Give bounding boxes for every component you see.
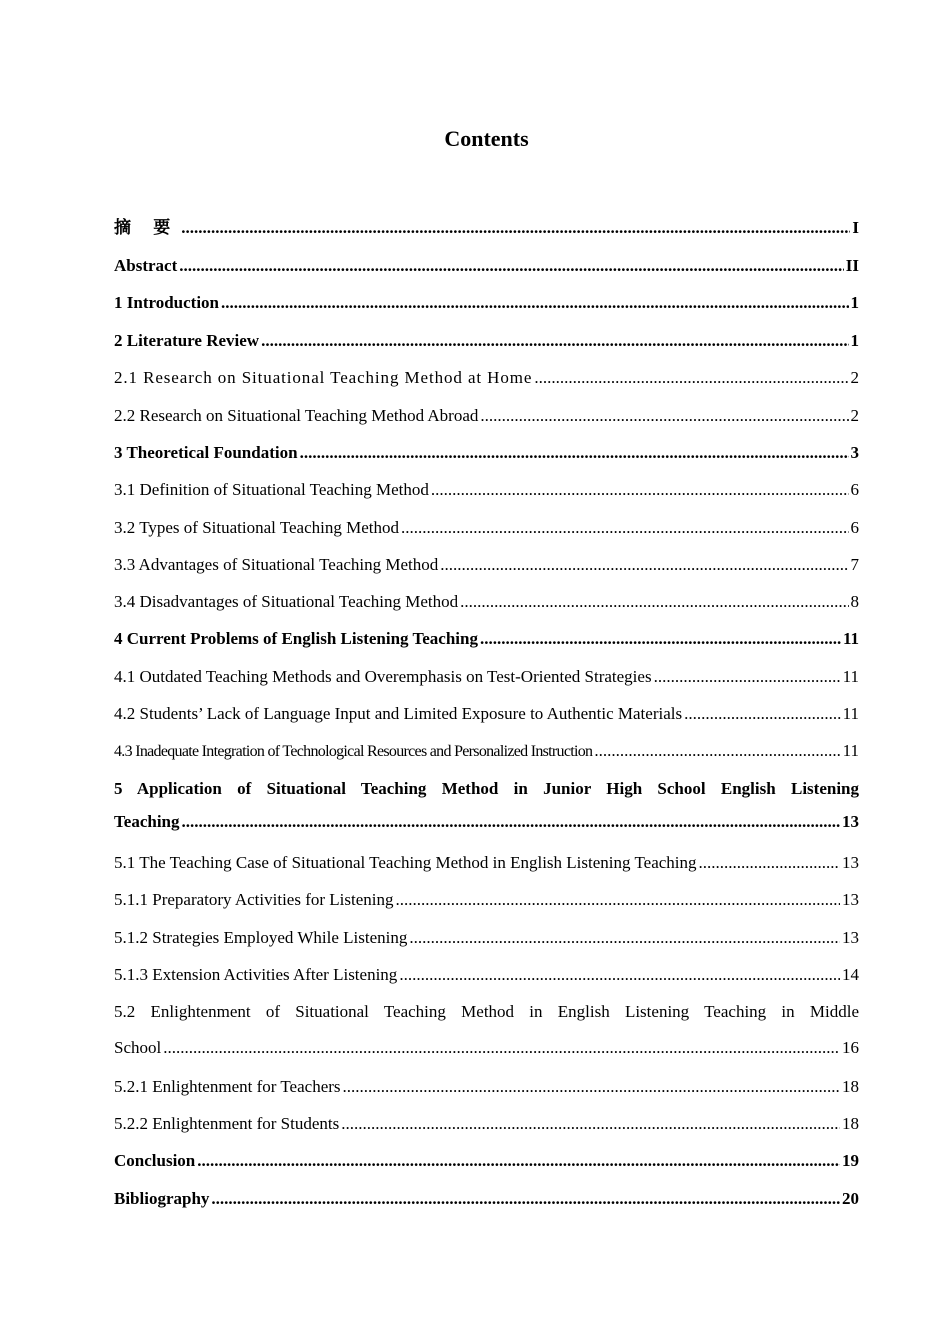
toc-entry-current-problems[interactable] <box>114 627 859 651</box>
toc-entry-application[interactable] <box>114 777 859 834</box>
toc-entry-label: 5.1.3 Extension Activities After Listening <box>114 965 398 984</box>
toc-entry-4-2[interactable] <box>114 702 859 726</box>
dot-leader <box>594 739 840 763</box>
toc-entry-label: 4.2 Students’ Lack of Language Input and Limited Exposure to Authentic Materials <box>114 704 683 723</box>
dot-leader <box>343 1075 840 1099</box>
toc-entry-label: 5.1 The Teaching Case of Situational Teaching Method in English Listening Teaching <box>114 853 697 872</box>
toc-page-number: 1 <box>850 293 859 312</box>
toc-page-number: 6 <box>850 518 859 537</box>
toc-page-number: 13 <box>842 853 859 872</box>
dot-leader <box>211 1187 840 1211</box>
dot-leader <box>534 366 848 390</box>
dot-leader <box>684 702 841 726</box>
toc-entry-label: 2.2 Research on Situational Teaching Method Abroad <box>114 406 479 425</box>
toc-page-number: 6 <box>850 480 859 499</box>
toc-entry-label: 3 Theoretical Foundation <box>114 443 298 462</box>
toc-entry-label: 3.1 Definition of Situational Teaching Method <box>114 480 429 499</box>
toc-page-number: 11 <box>842 629 859 648</box>
toc-entry-literature-review[interactable] <box>114 329 859 353</box>
toc-page-number: 19 <box>842 1151 859 1170</box>
toc-page-number: 8 <box>850 592 859 611</box>
toc-entry-label-line1: 5.2 Enlightenment of Situational Teaching Method in English Listening Teaching in Middle <box>114 1002 859 1021</box>
dot-leader <box>179 254 844 278</box>
dot-leader <box>699 851 840 875</box>
toc-page-number: 11 <box>842 704 859 723</box>
toc-entry-5-1-1[interactable] <box>114 888 859 912</box>
toc-entry-3-1[interactable] <box>114 478 859 502</box>
dot-leader <box>197 1149 840 1173</box>
toc-page-number: II <box>845 256 859 275</box>
toc-page-number: 7 <box>850 555 859 574</box>
toc-page-number: 13 <box>842 812 859 831</box>
toc-entry-label: 摘 要 <box>114 218 180 237</box>
dot-leader <box>401 516 848 540</box>
toc-page-number: 1 <box>850 331 859 350</box>
toc-entry-introduction[interactable] <box>114 291 859 315</box>
toc-entry-label: 3.3 Advantages of Situational Teaching Method <box>114 555 439 574</box>
toc-entry-theoretical-foundation[interactable] <box>114 441 859 465</box>
toc-entry-label: 5.1.2 Strategies Employed While Listening <box>114 928 408 947</box>
toc-page-number: 18 <box>842 1077 859 1096</box>
dot-leader <box>409 926 840 950</box>
toc-page-number: 20 <box>842 1189 859 1208</box>
toc-entry-abstract-cn[interactable] <box>114 216 859 240</box>
toc-entry-3-2[interactable] <box>114 516 859 540</box>
toc-entry-5-2-2[interactable] <box>114 1112 859 1136</box>
dot-leader <box>440 553 848 577</box>
toc-entry-label: Abstract <box>114 256 178 275</box>
document-page <box>114 0 859 1344</box>
dot-leader <box>431 478 849 502</box>
toc-entry-label-line2: Teaching <box>114 812 180 831</box>
toc-page-number: 13 <box>842 928 859 947</box>
toc-entry-2-1[interactable] <box>114 366 859 390</box>
dot-leader <box>654 665 841 689</box>
dot-leader <box>460 590 848 614</box>
toc-entry-4-1[interactable] <box>114 665 859 689</box>
toc-entry-label: 1 Introduction <box>114 293 220 312</box>
toc-entry-2-2[interactable] <box>114 404 859 428</box>
toc-entry-5-2[interactable] <box>114 1000 859 1060</box>
toc-page-number: 18 <box>842 1114 859 1133</box>
dot-leader <box>221 291 848 315</box>
toc-page-number: 3 <box>850 443 859 462</box>
toc-entry-label-line1: 5 Application of Situational Teaching Method in Junior High School English Listening <box>114 779 859 798</box>
dot-leader <box>163 1036 840 1060</box>
toc-entry-abstract[interactable] <box>114 254 859 278</box>
toc-entry-conclusion[interactable] <box>114 1149 859 1173</box>
toc-page-number: 11 <box>842 667 859 686</box>
toc-page-number: 13 <box>842 890 859 909</box>
toc-entry-5-1-3[interactable] <box>114 963 859 987</box>
toc-page-number: 16 <box>842 1038 859 1057</box>
toc-entry-5-2-1[interactable] <box>114 1075 859 1099</box>
dot-leader <box>396 888 841 912</box>
toc-entry-bibliography[interactable] <box>114 1187 859 1211</box>
dot-leader <box>480 404 848 428</box>
toc-entry-3-3[interactable] <box>114 553 859 577</box>
dot-leader <box>480 627 841 651</box>
dot-leader <box>399 963 840 987</box>
dot-leader <box>182 810 840 834</box>
toc-entry-5-1[interactable] <box>114 851 859 875</box>
toc-entry-label: 4.3 Inadequate Integration of Technological Resources and Personalized Instruction <box>114 743 593 760</box>
toc-entry-label: 5.2.2 Enlightenment for Students <box>114 1114 340 1133</box>
dot-leader <box>341 1112 840 1136</box>
dot-leader <box>261 329 848 353</box>
toc-entry-label: 5.2.1 Enlightenment for Teachers <box>114 1077 341 1096</box>
toc-page-number: 14 <box>842 965 859 984</box>
toc-entry-label: Bibliography <box>114 1189 210 1208</box>
toc-page-number: I <box>852 218 859 237</box>
toc-entry-3-4[interactable] <box>114 590 859 614</box>
toc-entry-label-line2: School <box>114 1038 162 1057</box>
toc-entry-label: 3.4 Disadvantages of Situational Teaching Method <box>114 592 459 611</box>
toc-entry-label: 2.1 Research on Situational Teaching Method at Home <box>114 368 533 387</box>
dot-leader <box>181 216 850 240</box>
toc-entry-label: Conclusion <box>114 1151 196 1170</box>
toc-entry-5-1-2[interactable] <box>114 926 859 950</box>
toc-entry-label: 2 Literature Review <box>114 331 260 350</box>
toc-page-number: 2 <box>850 406 859 425</box>
toc-entry-label: 4.1 Outdated Teaching Methods and Overemphasis on Test-Oriented Strategies <box>114 667 652 686</box>
toc-entry-4-3[interactable] <box>114 739 859 763</box>
toc-page-number: 11 <box>842 741 859 760</box>
page-title: Contents <box>444 126 529 151</box>
dot-leader <box>300 441 849 465</box>
toc-page-number: 2 <box>850 368 859 387</box>
toc-entry-label: 3.2 Types of Situational Teaching Method <box>114 518 400 537</box>
toc-entry-label: 5.1.1 Preparatory Activities for Listening <box>114 890 394 909</box>
toc-entry-label: 4 Current Problems of English Listening Teaching <box>114 629 478 648</box>
